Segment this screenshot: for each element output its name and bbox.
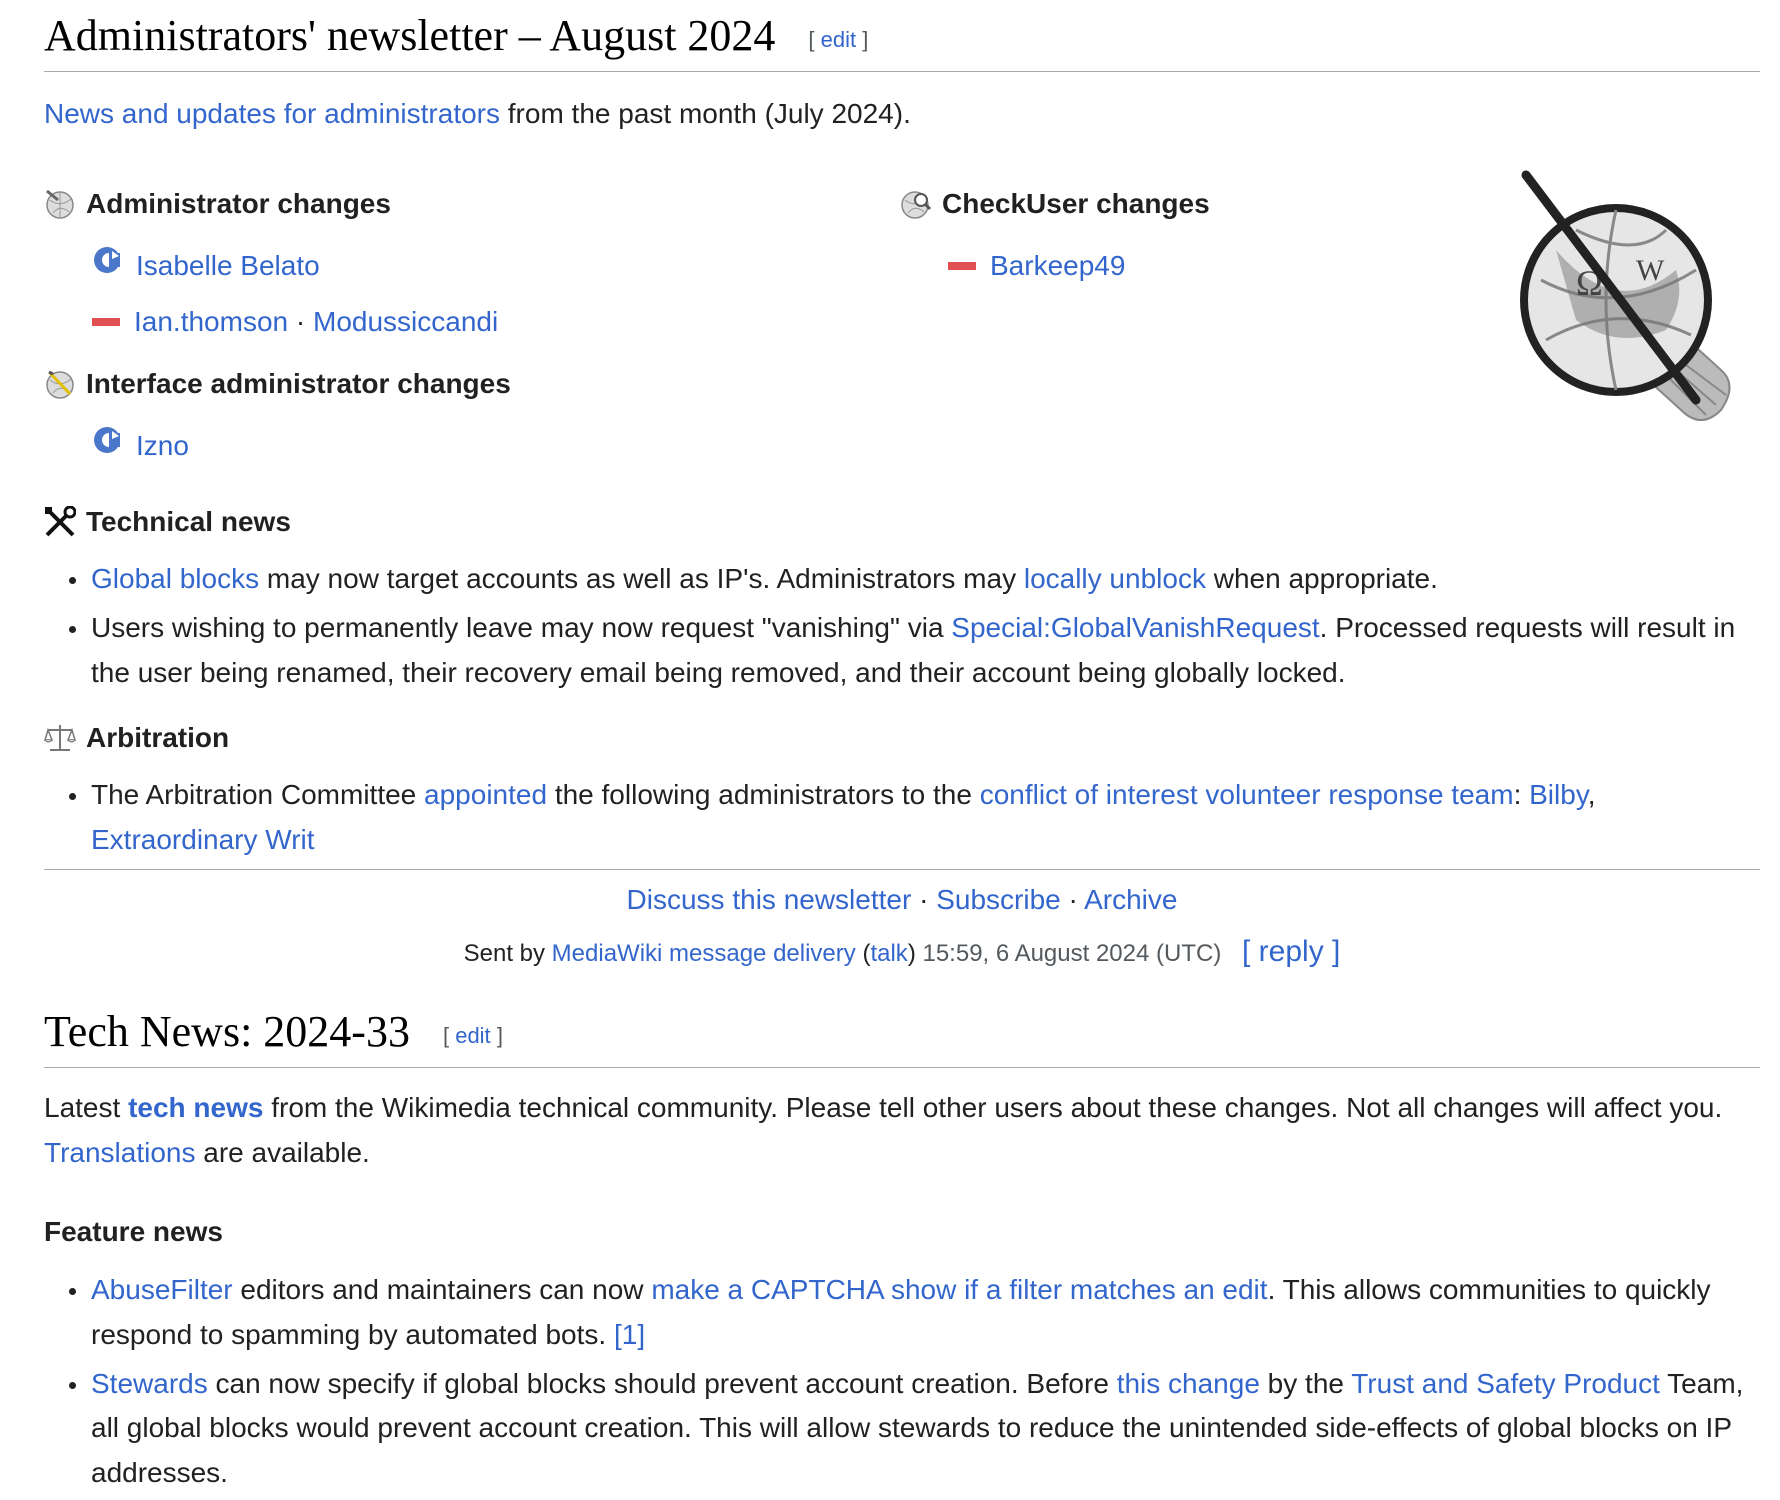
added-arrow-icon — [92, 424, 122, 469]
checkuser-removed-user[interactable]: Barkeep49 — [990, 250, 1126, 281]
edit-section-link[interactable]: edit — [455, 1022, 491, 1048]
interface-admin-added-user[interactable]: Izno — [136, 430, 189, 461]
admin-newsletter-intro: News and updates for administrators from the past month (July 2024). — [44, 98, 911, 129]
checkuser-removed-row — [948, 244, 1125, 289]
reply-button[interactable]: reply — [1258, 935, 1324, 968]
tech-news-intro: Latest tech news from the Wikimedia technical community. Please tell other users about these changes. Not all changes will affect you. Translations are available. — [44, 1092, 1723, 1168]
edit-section-link[interactable]: edit — [820, 26, 857, 52]
admin-globe-icon — [44, 188, 76, 220]
checkuser-changes-heading: CheckUser changes — [900, 182, 1210, 227]
subscribe-link[interactable]: Subscribe — [936, 884, 1061, 915]
interface-admin-changes-heading: Interface administrator changes — [44, 362, 511, 407]
feature-news-heading: Feature news — [44, 1216, 223, 1247]
list-item: Global blocks may now target accounts as well as IP's. Administrators may locally unblock when appropriate. — [91, 557, 1741, 602]
newsletter-signature: Sent by MediaWiki message delivery (talk) 15:59, 6 August 2024 (UTC) [ reply ] — [463, 935, 1341, 968]
trust-safety-link[interactable]: Trust and Safety Product — [1351, 1367, 1660, 1399]
edit-section-link-group: [ edit ] — [808, 26, 869, 52]
interface-admin-added-row — [92, 424, 189, 469]
sender-talk-link[interactable]: talk — [870, 940, 908, 967]
this-change-link[interactable]: this change — [1116, 1367, 1260, 1399]
global-blocks-link[interactable]: Global blocks — [91, 563, 260, 594]
interface-admin-globe-icon — [44, 368, 76, 400]
appointed-link[interactable]: appointed — [424, 779, 548, 810]
list-item: Stewards can now specify if global blocks should prevent account creation. Before this change by the Trust and Safety Product Team, all global blocks would prevent account creation. This will allow stewards to reduce the unintended side-effects of global blocks on IP addresses. — [91, 1362, 1751, 1496]
reference-1-link[interactable]: [1] — [613, 1318, 646, 1350]
sender-link[interactable]: MediaWiki message delivery — [551, 940, 856, 967]
technical-news-heading: Technical news — [44, 500, 291, 545]
signature-timestamp: 15:59, 6 August 2024 (UTC) — [922, 940, 1222, 967]
list-item: AbuseFilter editors and maintainers can now make a CAPTCHA show if a filter matches an edit. This allows communities to quickly respond to spamming by automated bots. [1] — [91, 1268, 1751, 1358]
list-item: Users wishing to permanently leave may now request "vanishing" via Special:GlobalVanishRequest. Processed requests will result in the user being renamed, their recovery email being removed, and their account being globally locked. — [91, 606, 1741, 696]
discuss-newsletter-link[interactable]: Discuss this newsletter — [626, 884, 912, 915]
reply-group: [ reply ] — [1242, 935, 1341, 968]
tools-icon — [44, 506, 76, 538]
technical-news-list — [44, 557, 1741, 699]
admin-added-user[interactable]: Isabelle Belato — [136, 250, 320, 281]
admin-news-link[interactable]: News and updates for administrators — [44, 98, 500, 129]
admin-newsletter-heading — [44, 10, 1760, 72]
coi-vrt-link[interactable]: conflict of interest volunteer response team — [979, 779, 1514, 810]
admin-removed-user-2[interactable]: Modussiccandi — [313, 306, 499, 337]
scales-icon — [44, 722, 76, 754]
archive-link[interactable]: Archive — [1084, 884, 1178, 915]
tech-news-title: Tech News: 2024-33 — [44, 1007, 410, 1056]
newsletter-divider — [44, 869, 1760, 870]
stewards-link[interactable]: Stewards — [91, 1367, 208, 1399]
arbitration-list — [44, 773, 1741, 867]
tech-news-link[interactable]: tech news — [128, 1092, 264, 1123]
svg-text:Ω: Ω — [1576, 263, 1603, 303]
feature-news-list — [44, 1268, 1751, 1500]
abusefilter-link[interactable]: AbuseFilter — [91, 1274, 233, 1305]
removed-bar-icon — [92, 318, 120, 326]
admin-removed-row: Ian.thomson · Modussiccandi — [92, 300, 498, 345]
no-mop-globe-icon — [1516, 170, 1738, 434]
admin-newsletter-title: Administrators' newsletter – August 2024 — [44, 11, 776, 60]
list-item: The Arbitration Committee appointed the following administrators to the conflict of interest volunteer response team: Bilby, Extraordinary Writ — [91, 773, 1741, 863]
removed-bar-icon — [948, 262, 976, 270]
admin-added-row — [92, 244, 320, 289]
bilby-link[interactable]: Bilby — [1529, 779, 1588, 810]
global-vanish-request-link[interactable]: Special:GlobalVanishRequest — [951, 611, 1320, 643]
extraordinary-writ-link[interactable]: Extraordinary Writ — [91, 823, 315, 855]
tech-news-heading — [44, 1006, 1760, 1068]
checkuser-globe-icon — [900, 188, 932, 220]
translations-link[interactable]: Translations — [44, 1136, 196, 1168]
locally-unblock-link[interactable]: locally unblock — [1023, 563, 1206, 594]
no-mop-globe-image — [1516, 170, 1738, 434]
newsletter-footer-links: Discuss this newsletter · Subscribe · Archive — [626, 884, 1178, 915]
edit-section-link-group: [ edit ] — [442, 1022, 503, 1048]
admin-removed-user-1[interactable]: Ian.thomson — [134, 306, 289, 337]
captcha-filter-link[interactable]: make a CAPTCHA show if a filter matches an edit — [651, 1274, 1268, 1305]
added-arrow-icon — [92, 244, 122, 289]
arbitration-heading: Arbitration — [44, 716, 229, 761]
admin-changes-heading: Administrator changes — [44, 182, 391, 227]
svg-text:W: W — [1636, 254, 1665, 287]
